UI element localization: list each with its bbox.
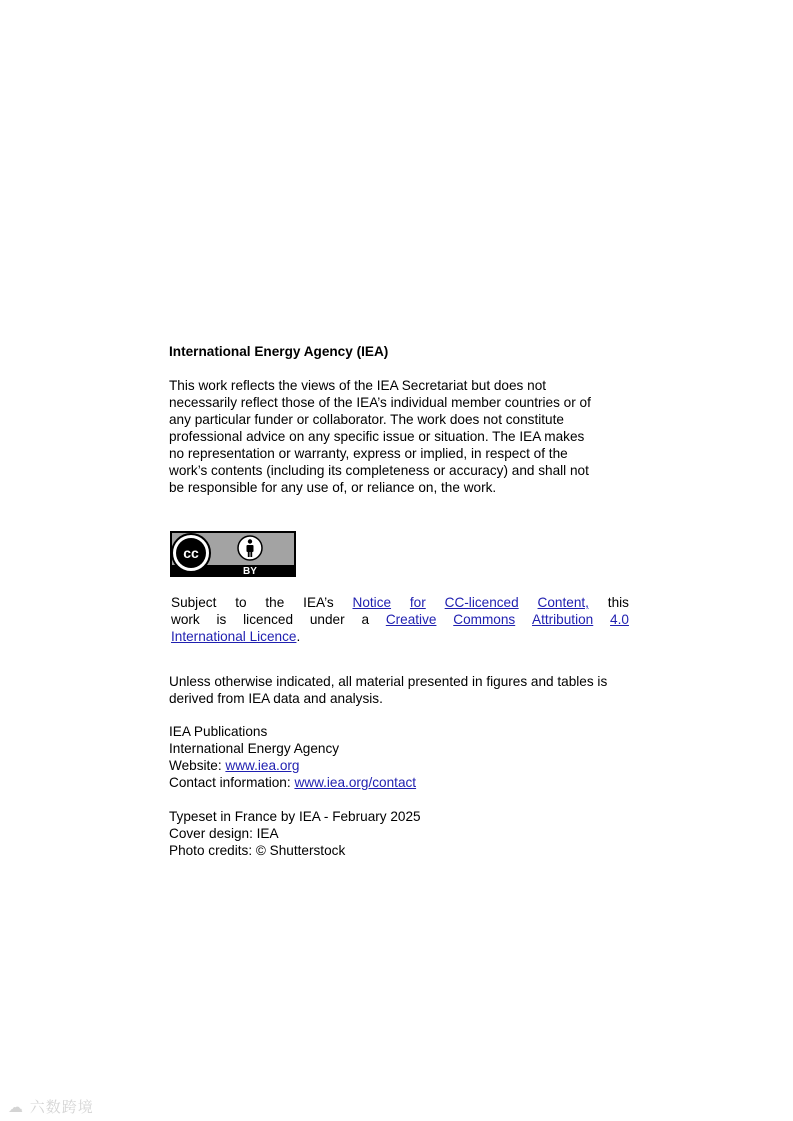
creative-commons-link-word[interactable]: Commons <box>453 612 516 627</box>
notice-link-word[interactable]: Notice <box>352 595 392 610</box>
license-line-3: International Licence. <box>171 629 301 644</box>
disclaimer-line: be responsible for any use of, or reliance on, the work. <box>169 480 497 495</box>
watermark: ☁ 六数跨境 <box>8 1098 94 1116</box>
international-licence-link[interactable]: International Licence <box>171 629 297 644</box>
website-link[interactable]: www.iea.org <box>225 758 300 773</box>
license-line-2: work is licenced under a Creative Commons Attribution 4.0 <box>171 612 629 627</box>
data-notice: Unless otherwise indicated, all material presented in figures and tables is derived from IEA data and analysis. <box>169 674 608 706</box>
contact-link[interactable]: www.iea.org/contact <box>294 775 417 790</box>
disclaimer-line: necessarily reflect those of the IEA’s individual member countries or of <box>169 395 591 410</box>
disclaimer-line: no representation or warranty, express or implied, in respect of the <box>169 446 568 461</box>
license-paragraph <box>171 594 629 645</box>
agency-name: International Energy Agency <box>169 741 340 756</box>
creative-commons-link-word[interactable]: 4.0 <box>610 612 629 627</box>
publication-info <box>169 723 629 791</box>
cc-by-badge-icon <box>170 531 296 577</box>
publisher-name: IEA Publications <box>169 724 268 739</box>
heading: International Energy Agency (IEA) <box>169 344 389 359</box>
notice-link-word[interactable]: Content, <box>537 595 589 610</box>
by-text: BY <box>243 566 257 577</box>
license-line-1: Subject to the IEA’s Notice for CC-licenced Content, this <box>171 595 629 610</box>
disclaimer-line: work’s contents (including its completeness or accuracy) and shall not <box>169 463 589 478</box>
disclaimer-paragraph <box>169 377 614 496</box>
disclaimer-line: any particular funder or collaborator. The work does not constitute <box>169 412 564 427</box>
disclaimer-line: This work reflects the views of the IEA Secretariat but does not <box>169 378 547 393</box>
cc-by-badge[interactable] <box>170 531 296 582</box>
notice-link-word[interactable]: CC-licenced <box>444 595 519 610</box>
notice-link-word[interactable]: for <box>409 595 426 610</box>
cc-text: cc <box>183 545 199 561</box>
website-line: Website: www.iea.org <box>169 758 300 773</box>
creative-commons-link-word[interactable]: Creative <box>385 612 437 627</box>
contact-line: Contact information: www.iea.org/contact <box>169 775 417 790</box>
typeset-info: Typeset in France by IEA - February 2025 Cover design: IEA Photo credits: © Shutterstock <box>169 809 421 858</box>
creative-commons-link-word[interactable]: Attribution <box>532 612 594 627</box>
disclaimer-line: professional advice on any specific issue or situation. The IEA makes <box>169 429 585 444</box>
watermark-logo-icon: ☁ <box>8 1098 30 1116</box>
